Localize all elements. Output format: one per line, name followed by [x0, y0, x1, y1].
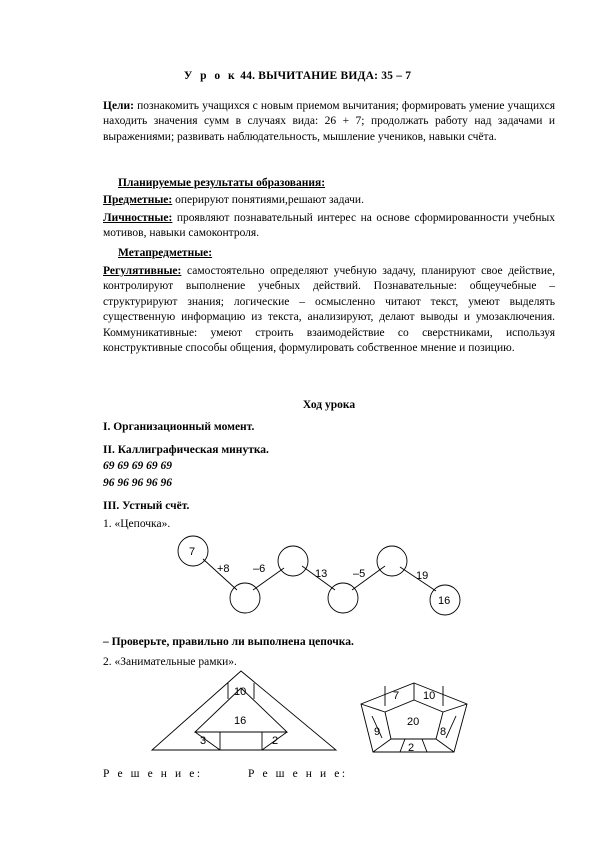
triangle-center-value: 16 — [234, 715, 247, 727]
chain-op-1: +8 — [217, 563, 230, 575]
regulatory-label: Регулятивные: — [103, 265, 182, 277]
chain-start-value: 7 — [189, 546, 196, 558]
pentagon-divider — [373, 739, 391, 752]
chain-op-2: –6 — [253, 563, 266, 575]
section-organizational: I. Организационный момент. — [103, 421, 255, 433]
planned-heading: Планируемые результаты образования: — [118, 177, 326, 189]
triangle-left-value: 3 — [200, 735, 207, 747]
frames-task-label: 2. «Занимательные рамки». — [103, 656, 237, 668]
triangle-right-value: 2 — [272, 735, 279, 747]
pentagon-bottom-value: 2 — [408, 742, 415, 754]
subject-label: Предметные: — [103, 194, 173, 206]
pentagon-divider — [400, 739, 405, 752]
chain-op-5: 19 — [416, 570, 429, 582]
pentagon-center-value: 20 — [407, 716, 420, 728]
lesson-title-text: 44. ВЫЧИТАНИЕ ВИДА: 35 – 7 — [237, 70, 412, 82]
calligraphy-line-2: 96 96 96 96 96 — [103, 477, 172, 489]
pentagon-divider — [361, 704, 385, 712]
pentagon-top-right-value: 10 — [423, 690, 436, 702]
chain-end-value: 16 — [438, 595, 451, 607]
chain-task-label: 1. «Цепочка». — [103, 518, 171, 530]
goals-text: познакомить учащихся с новым приемом вычитания; формировать умение учащихся находить значения сумм в случаях вида: 26 + 7; продолжать работу над задачами и выражениями; развивать наблюдательность, мышление учеников, навыки счёта. — [103, 100, 555, 143]
solution-label-right: Р е ш е н и е: — [248, 768, 348, 780]
chain-op-4: –5 — [353, 568, 366, 580]
pentagon-divider — [446, 716, 456, 738]
section-oral-count: III. Устный счёт. — [103, 500, 190, 512]
triangle-top-value: 10 — [234, 686, 247, 698]
calligraphy-line-1: 69 69 69 69 69 — [103, 460, 172, 472]
pentagon-divider — [436, 739, 454, 752]
regulatory-text: самостоятельно определяют учебную задачу, планируют свое действие, контролируют выполнение учебных действий. Познавательные: общеучебные – структурируют знания; логические – осмысленно читают текст, умеют выделять существенную информацию из текста, анализируют, делают выводы и умозаключения. Коммуникативные: умеют строить взаимодействие со сверстниками, используя конструктивные способы общения, формулировать собственное мнение и позицию. — [103, 265, 555, 355]
pentagon-left-value: 9 — [374, 726, 381, 738]
pentagon-divider — [443, 704, 467, 712]
meta-heading: Метапредметные: — [118, 247, 213, 259]
pentagon-top-left-value: 7 — [393, 690, 400, 702]
solution-label-left: Р е ш е н и е: — [103, 768, 203, 780]
course-heading: Ход урока — [302, 399, 356, 411]
section-calligraphy: II. Каллиграфическая минутка. — [103, 444, 269, 456]
goals-label: Цели: — [103, 100, 134, 112]
chain-check-text: – Проверьте, правильно ли выполнена цепочка. — [103, 636, 354, 648]
pentagon-right-value: 8 — [440, 726, 447, 738]
personal-text: проявляют познавательный интерес на основе сформированности учебных мотивов, навыки самоконтроля. — [103, 212, 555, 240]
pentagon-divider — [422, 739, 427, 752]
personal-label: Личностные: — [103, 212, 173, 224]
subject-text: оперируют понятиями,решают задачи. — [172, 194, 364, 206]
chain-op-3: 13 — [315, 568, 328, 580]
lesson-title-prefix: У р о к — [183, 70, 238, 82]
